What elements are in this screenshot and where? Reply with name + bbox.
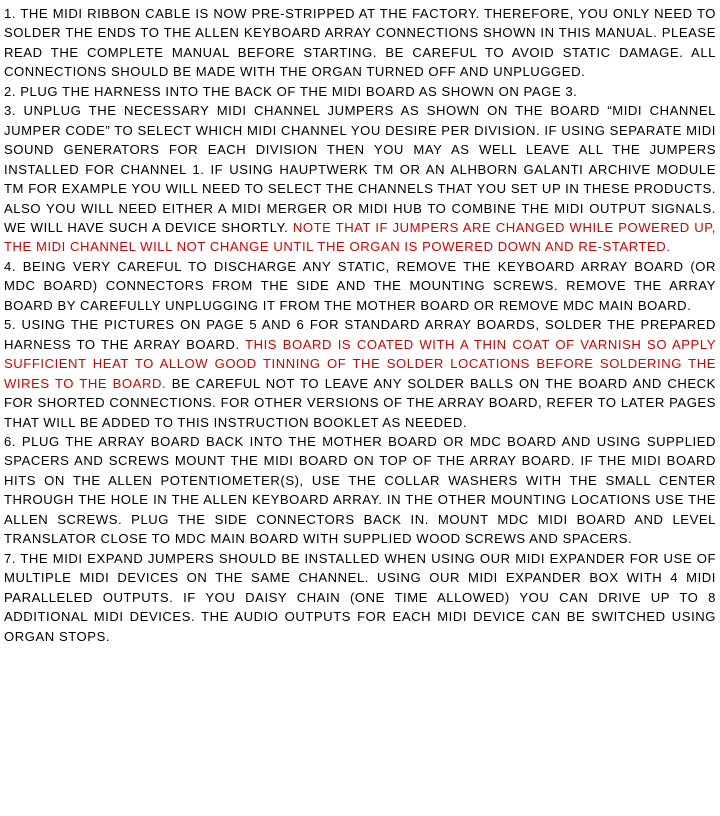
- step-2-text: 2. PLUG THE HARNESS INTO THE BACK OF THE MIDI BOARD AS SHOWN ON PAGE 3.: [4, 83, 578, 99]
- step-5-text-before: 5. USING THE PICTURES ON PAGE 5 AND 6 FOR STANDARD ARRAY BOARDS, SOLDER THE PREPARED HARNESS TO THE ARRAY BOARD.: [4, 317, 716, 352]
- step-4-paragraph: [4, 257, 716, 315]
- instruction-document: [4, 4, 716, 646]
- step-2-paragraph: [4, 82, 716, 101]
- step-3-text: 3. UNPLUG THE NECESSARY MIDI CHANNEL JUMPERS AS SHOWN ON THE BOARD “MIDI CHANNEL JUMPER CODE” TO SELECT WHICH MIDI CHANNEL YOU DESIRE PER DIVISION. IF USING SEPARATE MIDI SOUND GENERATORS FOR EACH DIVISION THEN YOU MAY AS WELL LEAVE ALL THE JUMPERS INSTALLED FOR CHANNEL 1. IF USING HAUPTWERK TM OR AN ALHBORN GALANTI ARCHIVE MODULE TM FOR EXAMPLE YOU WILL NEED TO SELECT THE CHANNELS THAT YOU SET UP IN THESE PRODUCTS. ALSO YOU WILL NEED EITHER A MIDI MERGER OR MIDI HUB TO COMBINE THE MIDI OUTPUT SIGNALS. WE WILL HAVE SUCH A DEVICE SHORTLY.: [4, 103, 716, 235]
- step-5-paragraph: [4, 315, 716, 432]
- step-3-warning: NOTE THAT IF JUMPERS ARE CHANGED WHILE POWERED UP, THE MIDI CHANNEL WILL NOT CHANGE UNTIL THE ORGAN IS POWERED DOWN AND RE-STARTED.: [4, 219, 716, 255]
- step-5-text-after: BE CAREFUL NOT TO LEAVE ANY SOLDER BALLS ON THE BOARD AND CHECK FOR SHORTED CONNECTIONS. FOR OTHER VERSIONS OF THE ARRAY BOARD, REFER TO LATER PAGES THAT WILL BE ADDED TO THIS INSTRUCTION BOOKLET AS NEEDED.: [4, 375, 716, 430]
- step-1-text: 1. THE MIDI RIBBON CABLE IS NOW PRE-STRIPPED AT THE FACTORY. THEREFORE, YOU ONLY NEED TO SOLDER THE ENDS TO THE ALLEN KEYBOARD ARRAY CONNECTIONS SHOWN IN THIS MANUAL. PLEASE READ THE COMPLETE MANUAL BEFORE STARTING. BE CAREFUL TO AVOID STATIC DAMAGE. ALL CONNECTIONS SHOULD BE MADE WITH THE ORGAN TURNED OFF AND UNPLUGGED.: [4, 6, 716, 80]
- step-5-warning: THIS BOARD IS COATED WITH A THIN COAT OF VARNISH SO APPLY SUFFICIENT HEAT TO ALLOW GOOD TINNING OF THE SOLDER LOCATIONS BEFORE SOLDERING THE WIRES TO THE BOARD.: [4, 336, 716, 391]
- step-6-text: 6. PLUG THE ARRAY BOARD BACK INTO THE MOTHER BOARD OR MDC BOARD AND USING SUPPLIED SPACERS AND SCREWS MOUNT THE MIDI BOARD ON TOP OF THE ARRAY BOARD. IF THE MIDI BOARD HITS ON THE ALLEN POTENTIOMETER(S), USE THE COLLAR WASHERS WITH THE SMALL CENTER THROUGH THE HOLE IN THE ALLEN KEYBOARD ARRAY. IN THE OTHER MOUNTING LOCATIONS USE THE ALLEN SCREWS. PLUG THE SIDE CONNECTORS BACK IN. MOUNT MDC MIDI BOARD AND LEVEL TRANSLATOR CLOSE TO MDC MAIN BOARD WITH SUPPLIED WOOD SCREWS AND SPACERS.: [4, 433, 716, 547]
- step-4-text: 4. BEING VERY CAREFUL TO DISCHARGE ANY STATIC, REMOVE THE KEYBOARD ARRAY BOARD (OR MDC BOARD) CONNECTORS FROM THE SIDE AND THE MOUNTING SCREWS. REMOVE THE ARRAY BOARD BY CAREFULLY UNPLUGGING IT FROM THE MOTHER BOARD OR REMOVE MDC MAIN BOARD.: [4, 258, 716, 313]
- step-1-paragraph: [4, 4, 716, 82]
- step-7-text: 7. THE MIDI EXPAND JUMPERS SHOULD BE INSTALLED WHEN USING OUR MIDI EXPANDER FOR USE OF MULTIPLE MIDI DEVICES ON THE SAME CHANNEL. USING OUR MIDI EXPANDER BOX WITH 4 MIDI PARALLELED OUTPUTS. IF YOU DAISY CHAIN (ONE TIME ALLOWED) YOU CAN DRIVE UP TO 8 ADDITIONAL MIDI DEVICES. THE AUDIO OUTPUTS FOR EACH MIDI DEVICE CAN BE SWITCHED USING ORGAN STOPS.: [4, 550, 716, 644]
- step-6-paragraph: [4, 432, 716, 549]
- step-7-paragraph: [4, 549, 716, 646]
- step-3-paragraph: [4, 101, 716, 257]
